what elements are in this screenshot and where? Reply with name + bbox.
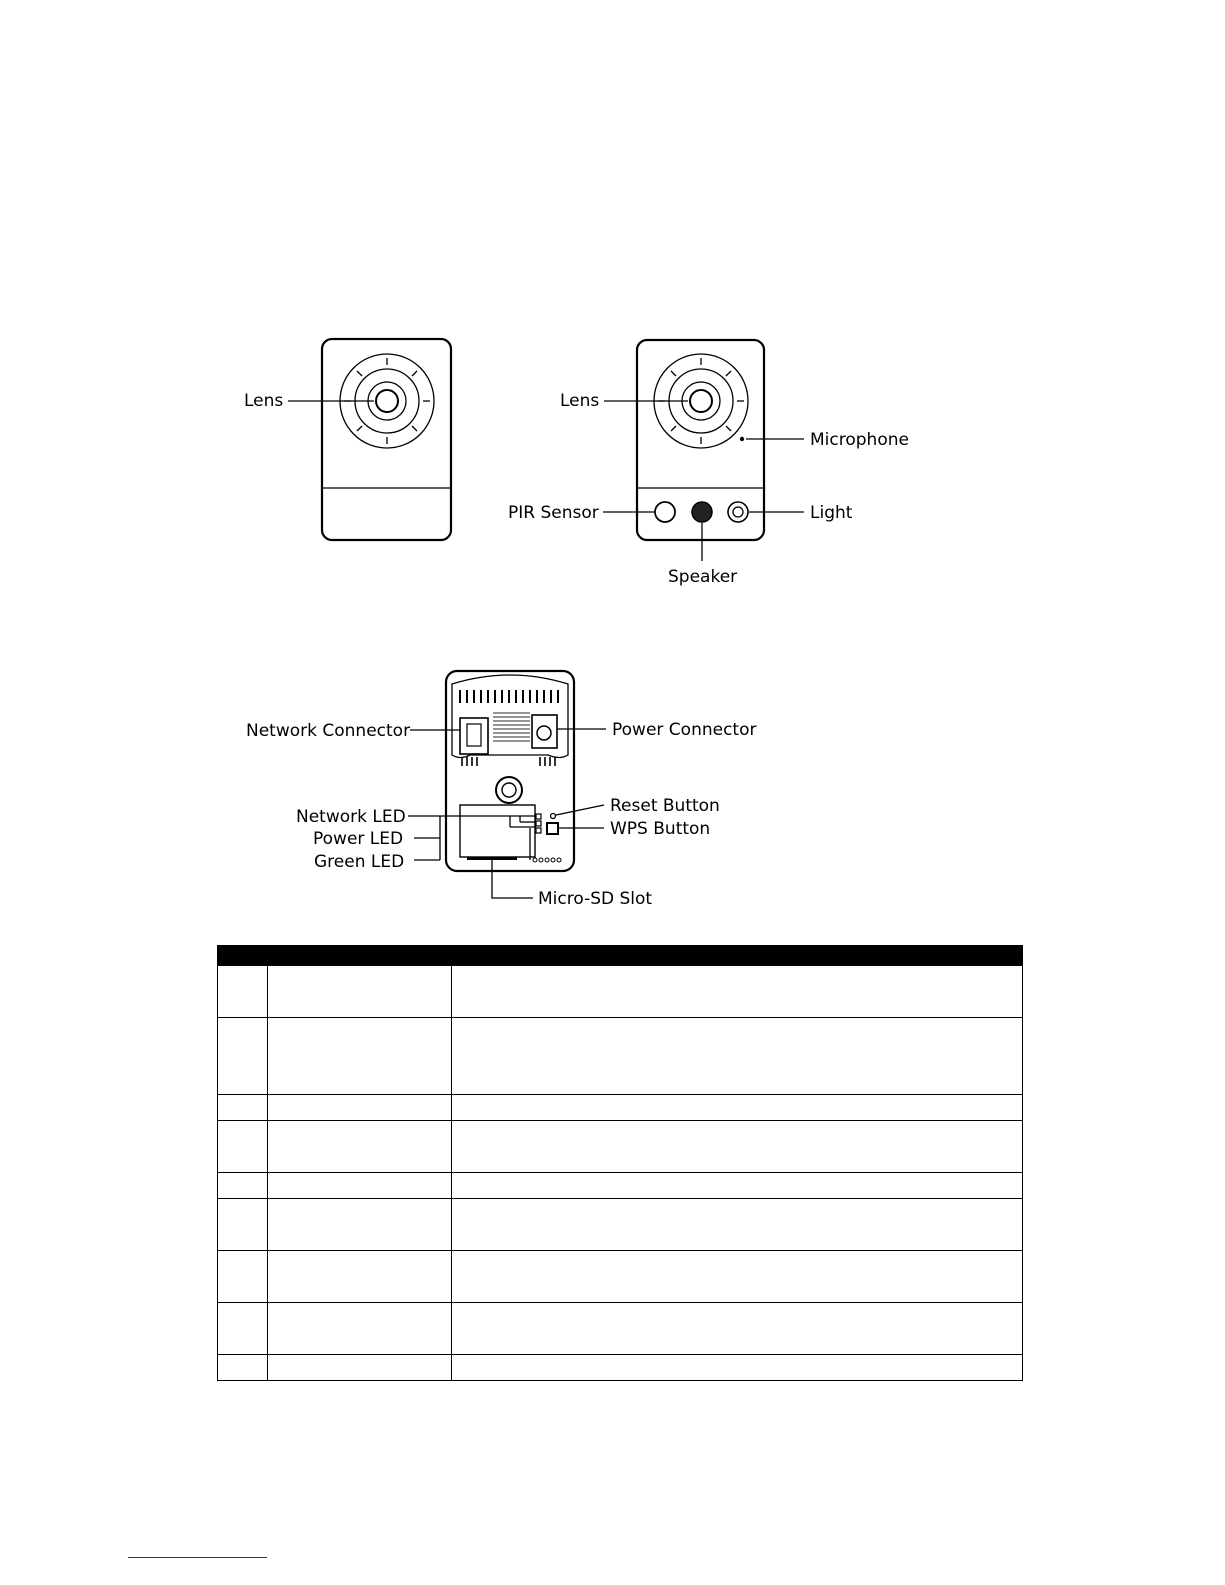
reset-button-label: Reset Button — [610, 796, 720, 816]
microphone-icon — [740, 437, 744, 441]
green-led-icon — [536, 828, 541, 833]
table-cell — [268, 966, 452, 1018]
table-cell — [268, 1121, 452, 1173]
table-row — [218, 1095, 1023, 1121]
network-connector-label: Network Connector — [246, 721, 411, 741]
pir-sensor-label: PIR Sensor — [508, 503, 599, 523]
power-led-icon — [536, 821, 541, 826]
power-connector-label: Power Connector — [612, 720, 757, 740]
microphone-label: Microphone — [810, 430, 909, 450]
front-view-plain — [244, 339, 451, 540]
tripod-mount-icon — [496, 777, 522, 803]
table-cell — [218, 966, 268, 1018]
pir-sensor-icon — [655, 502, 675, 522]
table-cell — [452, 1173, 1023, 1199]
table-cell — [218, 1173, 268, 1199]
table-cell — [452, 1355, 1023, 1381]
table-cell — [452, 1121, 1023, 1173]
table-cell — [218, 1121, 268, 1173]
rear-view — [246, 671, 756, 909]
lens-label: Lens — [560, 391, 600, 411]
table-cell — [268, 1018, 452, 1095]
wps-button-icon — [547, 823, 558, 834]
table-header-row — [218, 946, 1023, 966]
rear-label-area — [460, 805, 535, 857]
table-cell — [268, 1173, 452, 1199]
table-cell — [268, 1251, 452, 1303]
table-row — [218, 1251, 1023, 1303]
table-cell — [452, 966, 1023, 1018]
rear-vent-slots — [460, 690, 558, 703]
table-cell — [452, 1251, 1023, 1303]
table-cell — [268, 1303, 452, 1355]
network-led-label: Network LED — [296, 807, 406, 827]
spec-table-body — [218, 946, 1023, 1381]
lens-icon — [376, 390, 398, 412]
table-row — [218, 1173, 1023, 1199]
lens-label: Lens — [244, 391, 284, 411]
table-cell — [268, 1095, 452, 1121]
reset-button-icon — [551, 814, 556, 819]
table-cell — [218, 1303, 268, 1355]
network-led-icon — [536, 814, 541, 819]
footer-link-underline — [128, 1557, 267, 1558]
table-row — [218, 1018, 1023, 1095]
table-cell — [452, 1018, 1023, 1095]
table-cell — [268, 946, 452, 966]
lens-icon — [690, 390, 712, 412]
wps-button-label: WPS Button — [610, 819, 711, 839]
power-led-label: Power LED — [313, 829, 404, 849]
table-cell — [452, 1303, 1023, 1355]
table-row — [218, 1355, 1023, 1381]
table-cell — [452, 1095, 1023, 1121]
light-label: Light — [810, 503, 853, 523]
table-cell — [452, 946, 1023, 966]
table-cell — [218, 1355, 268, 1381]
micro-sd-label: Micro-SD Slot — [538, 889, 653, 909]
power-connector-icon — [532, 715, 557, 748]
table-cell — [218, 1095, 268, 1121]
speaker-label: Speaker — [668, 567, 738, 587]
table-cell — [218, 946, 268, 966]
spec-table — [217, 945, 1023, 1381]
table-row — [218, 1303, 1023, 1355]
speaker-icon — [692, 502, 712, 522]
light-icon — [728, 502, 748, 522]
table-cell — [218, 1018, 268, 1095]
front-view-full — [508, 340, 909, 587]
table-cell — [218, 1251, 268, 1303]
table-cell — [268, 1355, 452, 1381]
green-led-label: Green LED — [314, 852, 405, 872]
table-cell — [452, 1199, 1023, 1251]
table-row — [218, 1121, 1023, 1173]
table-cell — [218, 1199, 268, 1251]
table-row — [218, 1199, 1023, 1251]
table-row — [218, 966, 1023, 1018]
table-cell — [268, 1199, 452, 1251]
